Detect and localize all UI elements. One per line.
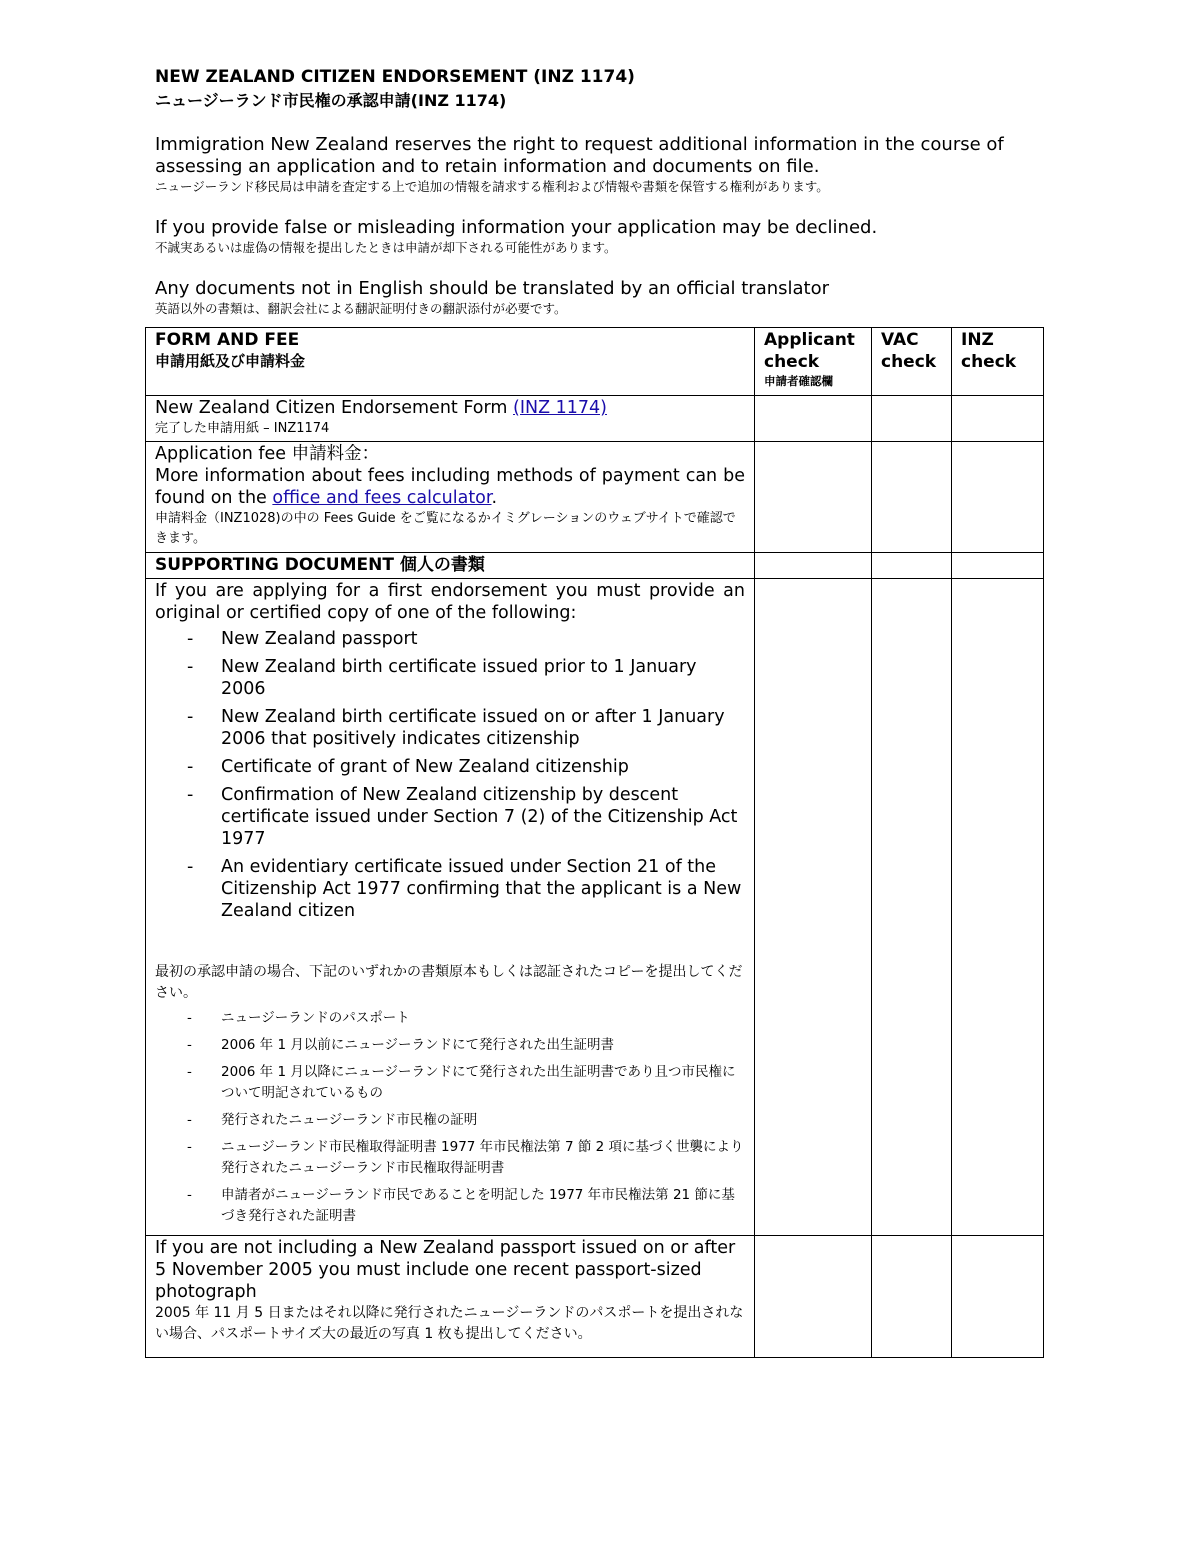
checklist-table xyxy=(145,327,1044,1358)
header-form-and-fee xyxy=(146,328,755,396)
intro-false-info-text-japanese: 不誠実あるいは虚偽の情報を提出したときは申請が却下される可能性があります。 xyxy=(155,240,617,255)
intro-false-info-text: If you provide false or misleading information your application may be declined. xyxy=(155,217,878,238)
vac-check-cell[interactable] xyxy=(872,442,952,553)
dash-bullet: - xyxy=(187,1064,192,1080)
inz-check-cell[interactable] xyxy=(952,1236,1044,1358)
form-row-text: New Zealand Citizen Endorsement Form xyxy=(155,398,513,418)
document-title-japanese: ニュージーランド市民権の承認申請(INZ 1174) xyxy=(155,91,507,110)
fee-row-title: Application fee 申請料金： xyxy=(155,444,380,464)
document-title: NEW ZEALAND CITIZEN ENDORSEMENT (INZ 1174) xyxy=(155,67,635,87)
list-item-text: 申請者がニュージーランド市民であることを明記した 1977 年市民権法第 21 節に基づき発行された証明書 xyxy=(221,1187,735,1224)
table-row xyxy=(146,396,1044,442)
intro-rights-text: Immigration New Zealand reserves the right to request additional information in the course of assessing an application and to retain information and documents on file. xyxy=(155,134,1004,177)
intro-rights-text-japanese: ニュージーランド移民局は申請を査定する上で追加の情報を請求する権利および情報や書類を保管する権利があります。 xyxy=(155,179,829,194)
list-item-text: Certificate of grant of New Zealand citizenship xyxy=(221,757,629,777)
list-item-text: New Zealand birth certificate issued on or after 1 January 2006 that positively indicates citizenship xyxy=(221,707,725,749)
list-item-text: ニュージーランドのパスポート xyxy=(221,1010,410,1026)
vac-check-cell[interactable] xyxy=(872,396,952,442)
inz-check-cell[interactable] xyxy=(952,442,1044,553)
dash-bullet: - xyxy=(187,1037,192,1053)
list-item-text: New Zealand birth certificate issued prior to 1 January 2006 xyxy=(221,657,697,699)
photo-row-text-japanese: 2005 年 11 月 5 日またはそれ以降に発行されたニュージーランドのパスポートを提出されない場合、パスポートサイズ大の最近の写真 1 枚も提出してください。 xyxy=(155,1305,744,1342)
fee-row-description xyxy=(146,442,755,553)
header-applicant-check-label-japanese: 申請者確認欄 xyxy=(764,374,833,388)
fee-row-text: More information about fees including methods of payment can be found on the xyxy=(155,466,745,508)
table-header-row xyxy=(146,328,1044,396)
list-item xyxy=(155,1110,745,1131)
list-item xyxy=(155,706,745,750)
table-row xyxy=(146,442,1044,553)
list-item-text: An evidentiary certificate issued under Section 21 of the Citizenship Act 1977 confirming that the applicant is a New Zealand citizen xyxy=(221,857,742,921)
inz-1174-link[interactable]: (INZ 1174) xyxy=(513,398,607,418)
fee-row-text-japanese: 申請料金（INZ1028)の中の Fees Guide をご覧になるかイミグレーションのウェブサイトで確認できます。 xyxy=(155,511,736,546)
list-item xyxy=(155,856,745,922)
document-page xyxy=(155,66,1045,317)
vac-check-cell[interactable] xyxy=(872,1236,952,1358)
list-item-text: Confirmation of New Zealand citizenship by descent certificate issued under Section 7 (2) of the Citizenship Act 1977 xyxy=(221,785,738,849)
photo-row-text: If you are not including a New Zealand passport issued on or after 5 November 2005 you must include one recent passport-sized photograph xyxy=(155,1238,736,1302)
header-applicant-check-label: Applicant check xyxy=(764,330,855,372)
table-row xyxy=(146,579,1044,1236)
list-item xyxy=(155,1035,745,1056)
applicant-check-cell[interactable] xyxy=(755,442,872,553)
documents-intro: If you are applying for a first endorsement you must provide an original or certified copy of one of the following: xyxy=(155,581,745,623)
documents-list-japanese xyxy=(155,1008,745,1227)
list-item xyxy=(155,656,745,700)
header-applicant-check xyxy=(755,328,872,396)
list-item xyxy=(155,1185,745,1227)
empty-cell xyxy=(952,553,1044,579)
list-item-text: ニュージーランド市民権取得証明書 1977 年市民権法第 7 節 2 項に基づく世襲により発行されたニュージーランド市民権取得証明書 xyxy=(221,1139,744,1176)
inz-check-cell[interactable] xyxy=(952,579,1044,1236)
vac-check-cell[interactable] xyxy=(872,579,952,1236)
dash-bullet: - xyxy=(187,1010,192,1026)
header-vac-check xyxy=(872,328,952,396)
list-item-text: 2006 年 1 月以降にニュージーランドにて発行された出生証明書であり且つ市民権について明記されているもの xyxy=(221,1064,736,1101)
photo-row-description xyxy=(146,1236,755,1358)
dash-bullet: - xyxy=(187,629,194,649)
form-row-description xyxy=(146,396,755,442)
intro-translation-text-japanese: 英語以外の書類は、翻訳会社による翻訳証明付きの翻訳添付が必要です。 xyxy=(155,301,567,316)
list-item xyxy=(155,756,745,778)
dash-bullet: - xyxy=(187,785,194,805)
header-vac-check-label: VAC check xyxy=(881,330,937,372)
documents-intro-japanese: 最初の承認申請の場合、下記のいずれかの書類原本もしくは認証されたコピーを提出してください。 xyxy=(155,964,743,1001)
header-form-and-fee-label-japanese: 申請用紙及び申請料金 xyxy=(155,352,306,370)
empty-cell xyxy=(755,553,872,579)
empty-cell xyxy=(872,553,952,579)
fee-row-period: . xyxy=(491,488,498,508)
applicant-check-cell[interactable] xyxy=(755,1236,872,1358)
list-item-text: 2006 年 1 月以前にニュージーランドにて発行された出生証明書 xyxy=(221,1037,615,1053)
supporting-document-label: SUPPORTING DOCUMENT 個人の書類 xyxy=(155,555,485,575)
office-and-fees-calculator-link[interactable]: office and fees calculator xyxy=(272,488,492,508)
supporting-document-header xyxy=(146,553,755,579)
applicant-check-cell[interactable] xyxy=(755,579,872,1236)
form-row-text-japanese: 完了した申請用紙 – INZ1174 xyxy=(155,421,330,436)
dash-bullet: - xyxy=(187,1112,192,1128)
dash-bullet: - xyxy=(187,857,194,877)
list-item xyxy=(155,1137,745,1179)
list-item-text: 発行されたニュージーランド市民権の証明 xyxy=(221,1112,478,1128)
dash-bullet: - xyxy=(187,657,194,677)
header-inz-check xyxy=(952,328,1044,396)
documents-row-description xyxy=(146,579,755,1236)
header-inz-check-label: INZ check xyxy=(961,330,1017,372)
applicant-check-cell[interactable] xyxy=(755,396,872,442)
dash-bullet: - xyxy=(187,707,194,727)
list-item-text: New Zealand passport xyxy=(221,629,418,649)
list-item xyxy=(155,1008,745,1029)
intro-translation-text: Any documents not in English should be translated by an official translator xyxy=(155,278,830,299)
dash-bullet: - xyxy=(187,757,194,777)
header-form-and-fee-label: FORM AND FEE xyxy=(155,330,300,350)
dash-bullet: - xyxy=(187,1187,192,1203)
list-item xyxy=(155,1062,745,1104)
supporting-document-header-row xyxy=(146,553,1044,579)
list-item xyxy=(155,628,745,650)
dash-bullet: - xyxy=(187,1139,192,1155)
table-row xyxy=(146,1236,1044,1358)
documents-list xyxy=(155,628,745,922)
inz-check-cell[interactable] xyxy=(952,396,1044,442)
list-item xyxy=(155,784,745,850)
